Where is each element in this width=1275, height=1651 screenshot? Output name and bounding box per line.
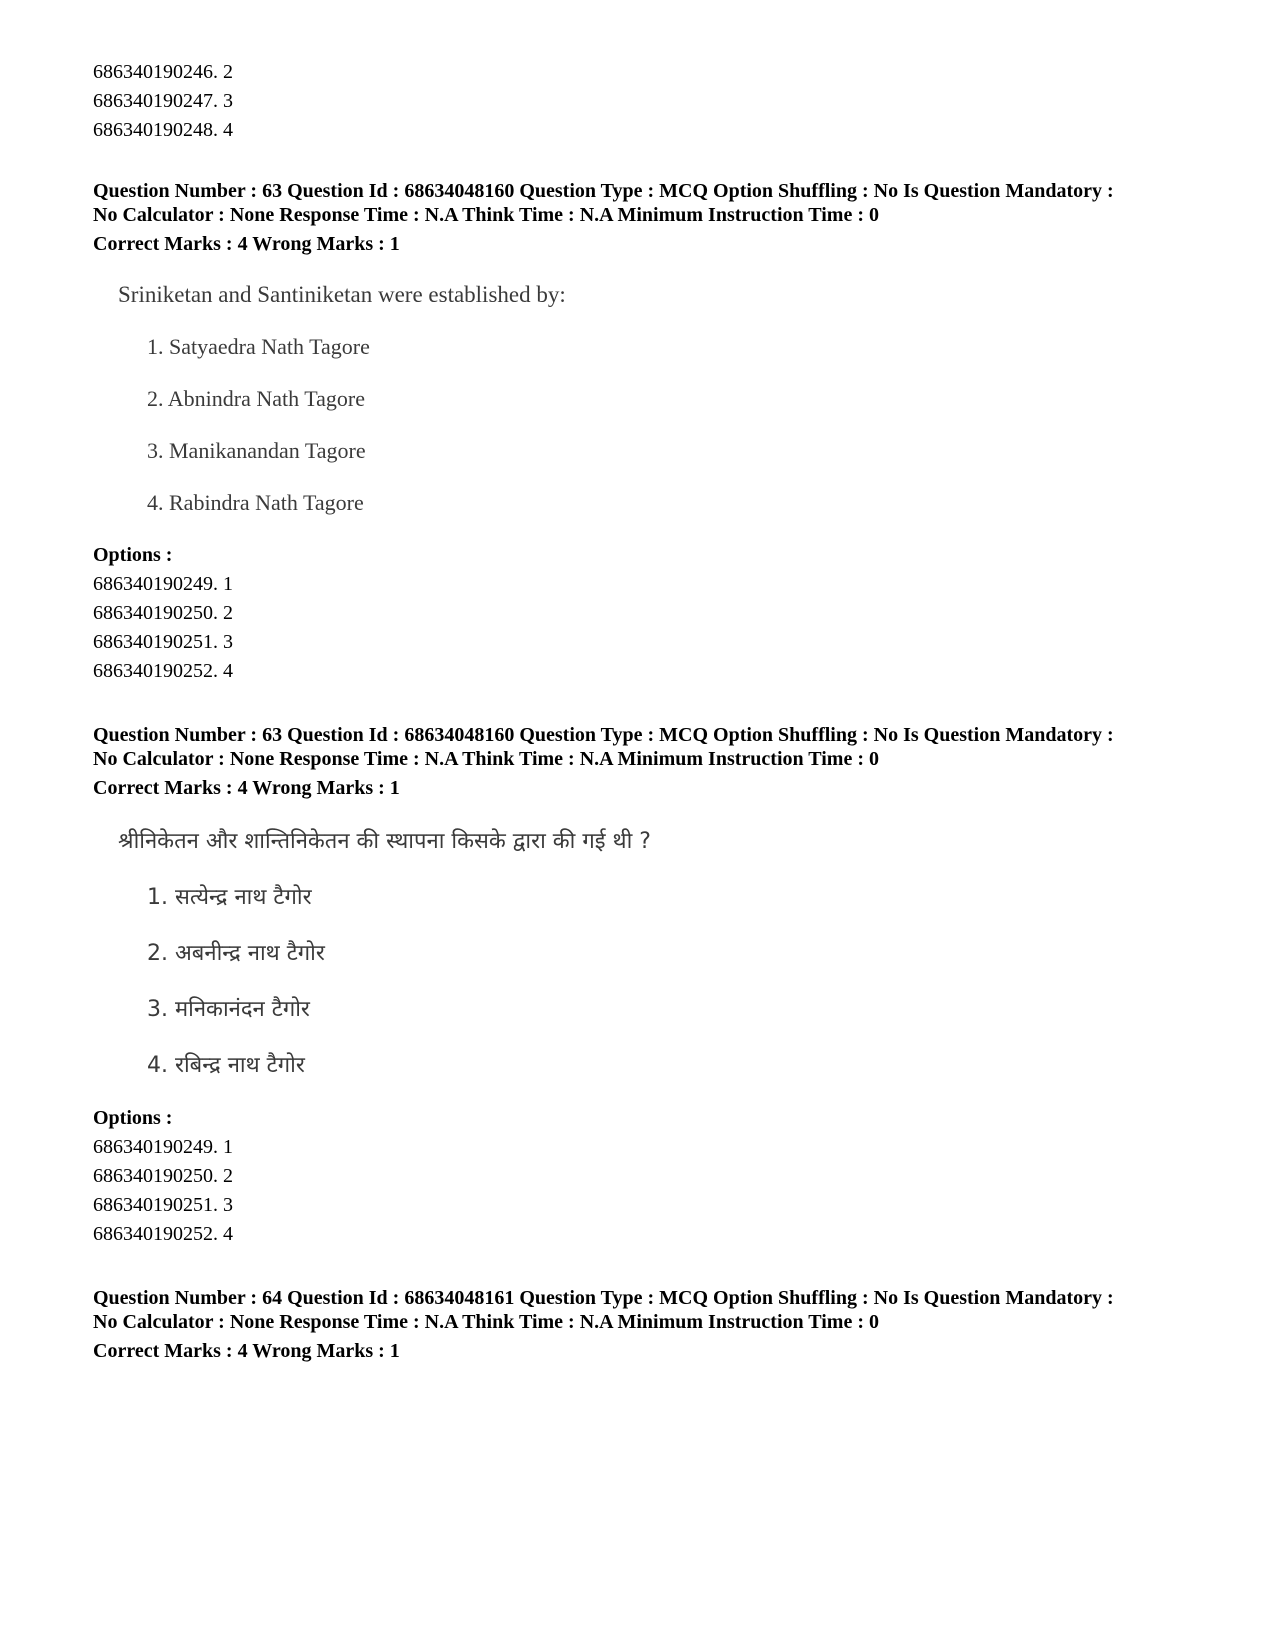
answer-choice: 3. Manikanandan Tagore [147,438,366,463]
option-line: 686340190251. 3 [93,1194,233,1216]
option-line: 686340190248. 4 [93,119,233,141]
question-marks: Correct Marks : 4 Wrong Marks : 1 [93,233,400,255]
options-section [93,1104,1193,1249]
option-line: 686340190250. 2 [93,1165,233,1187]
question-header [93,179,1193,227]
option-line: 686340190249. 1 [93,573,233,595]
answer-choice: 1. सत्येन्द्र नाथ टैगोर [147,885,312,910]
question-block-64 [93,1286,1193,1363]
option-line: 686340190251. 3 [93,631,233,653]
question-header [93,1286,1193,1334]
answer-choice: 4. रबिन्द्र नाथ टैगोर [147,1053,305,1078]
option-line: 686340190250. 2 [93,602,233,624]
answer-choice: 2. Abnindra Nath Tagore [147,386,366,411]
question-header-line-1: Question Number : 63 Question Id : 68634048160 Question Type : MCQ Option Shuffling : No Is Question Mandatory : [93,180,1114,202]
question-header-line-1: Question Number : 63 Question Id : 68634048160 Question Type : MCQ Option Shuffling : No Is Question Mandatory : [93,724,1114,746]
question-body [93,828,1193,1080]
previous-options-list [93,58,1193,145]
options-section [93,541,1193,686]
option-line: 686340190249. 1 [93,1136,233,1158]
question-header-line-1: Question Number : 64 Question Id : 68634048161 Question Type : MCQ Option Shuffling : No Is Question Mandatory : [93,1287,1114,1309]
option-line: 686340190246. 2 [93,61,233,83]
question-marks: Correct Marks : 4 Wrong Marks : 1 [93,777,400,799]
question-marks: Correct Marks : 4 Wrong Marks : 1 [93,1340,400,1362]
options-label: Options : [93,544,173,566]
question-header [93,723,1193,771]
question-header-line-2: No Calculator : None Response Time : N.A Think Time : N.A Minimum Instruction Time : 0 [93,204,879,226]
option-line: 686340190247. 3 [93,90,233,112]
answer-choice: 2. अबनीन्द्र नाथ टैगोर [147,941,325,966]
options-label: Options : [93,1107,173,1129]
answer-choice: 3. मनिकानंदन टैगोर [147,997,310,1022]
question-text: Sriniketan and Santiniketan were established by: [118,282,566,307]
question-text: श्रीनिकेतन और शान्तिनिकेतन की स्थापना किसके द्वारा की गई थी ? [118,829,651,854]
answer-choice: 1. Satyaedra Nath Tagore [147,334,370,359]
option-line: 686340190252. 4 [93,1223,233,1245]
question-header-line-2: No Calculator : None Response Time : N.A Think Time : N.A Minimum Instruction Time : 0 [93,1311,879,1333]
answer-choice: 4. Rabindra Nath Tagore [147,490,364,515]
question-header-line-2: No Calculator : None Response Time : N.A Think Time : N.A Minimum Instruction Time : 0 [93,748,879,770]
option-line: 686340190252. 4 [93,660,233,682]
question-block-63-english [93,179,1193,686]
document-page [93,58,1193,1363]
question-block-63-hindi [93,723,1193,1249]
question-body [93,281,1193,517]
